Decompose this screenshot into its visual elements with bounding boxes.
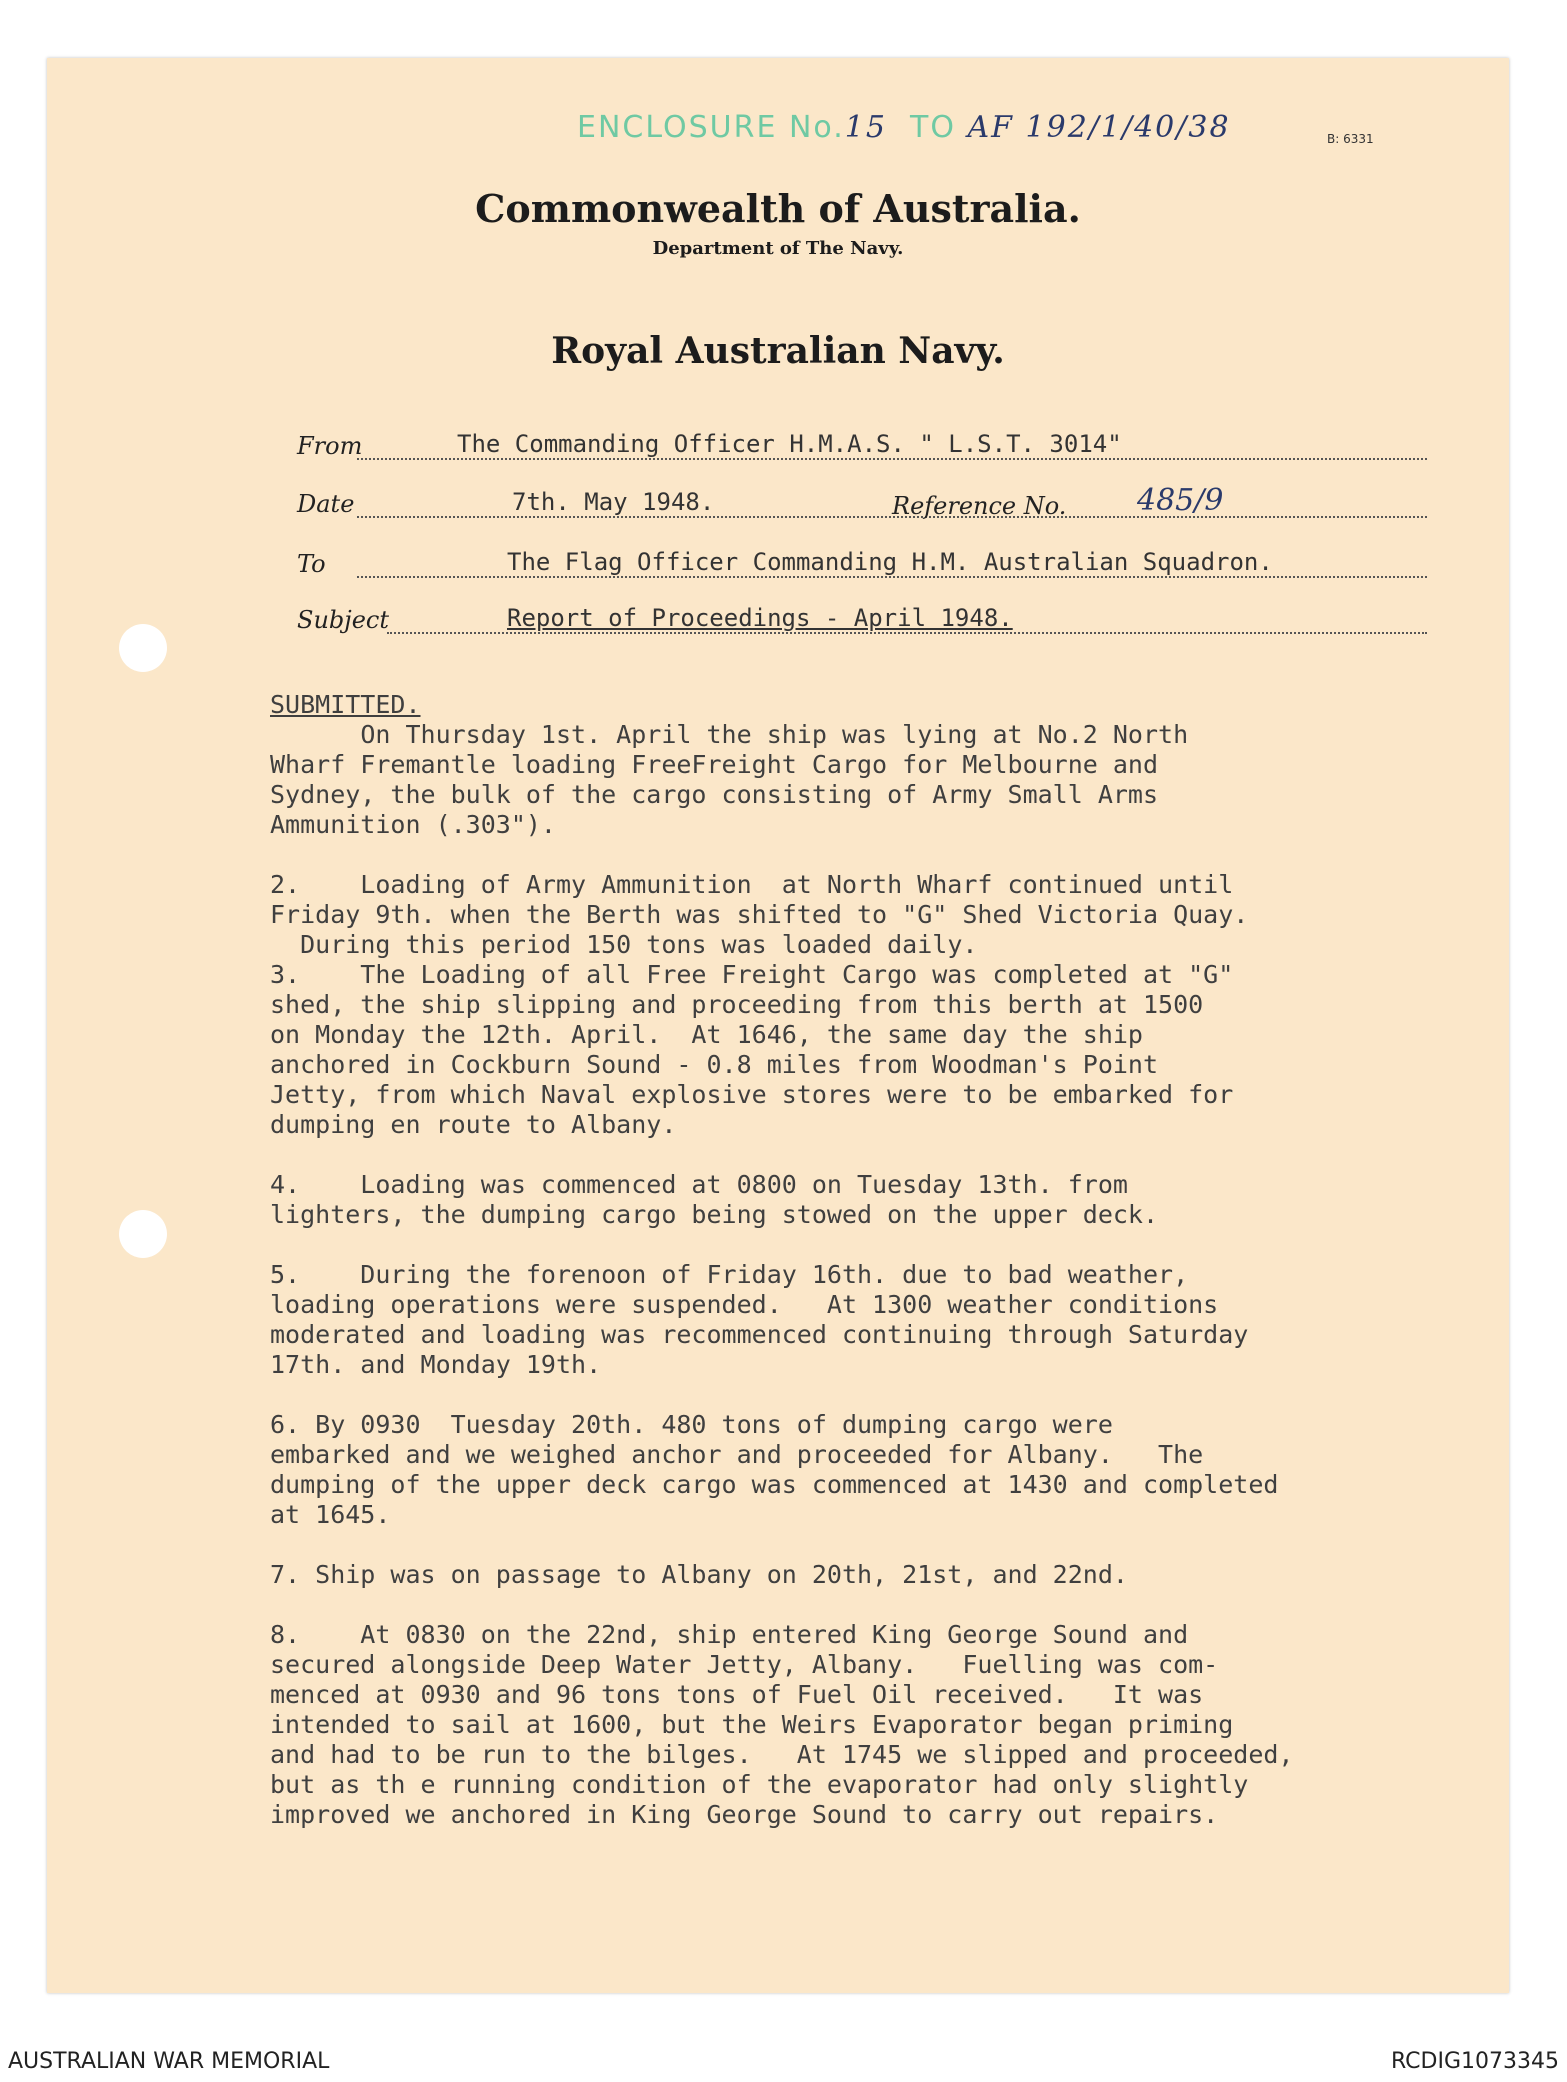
form-number: B: 6331 [1327,132,1374,146]
enclosure-number: 15 [844,110,887,145]
subject-label: Subject [297,606,389,634]
submitted-heading: SUBMITTED. [270,690,421,719]
enclosure-file-ref: AF 192/1/40/38 [967,110,1231,145]
punch-hole-bottom [119,1210,167,1258]
report-body [270,690,1500,1860]
to-label: To [297,550,326,578]
header-ran: Royal Australian Navy. [551,330,1005,372]
paragraph-4: 4. Loading was commenced at 0800 on Tuesday 13th. from lighters, the dumping cargo being stowed on the upper deck. [270,1170,1159,1229]
to-value: The Flag Officer Commanding H.M. Australian Squadron. [507,548,1273,576]
header-department: Department of The Navy. [652,238,904,259]
paragraph-1: On Thursday 1st. April the ship was lying at No.2 North Wharf Fremantle loading FreeFreight Cargo for Melbourne and Sydney, the bulk of the cargo consisting of Army Small Arms Ammunition (.303"). [270,720,1189,839]
reference-label: Reference No. [892,492,1067,520]
punch-hole-top [119,624,167,672]
field-date [297,483,1427,522]
field-from [297,430,1427,464]
paragraph-8: 8. At 0830 on the 22nd, ship entered King George Sound and secured alongside Deep Water Jetty, Albany. Fuelling was com- menced at 0930 and 96 tons tons of Fuel Oil received. It was intended to sail at 1600, but the Weirs Evaporator began priming and had to be run to the bilges. At 1745 we slipped and proceeded, but as th e running condition of the evaporator had only slightly improved we anchored in King George Sound to carry out repairs. [270,1620,1294,1829]
enclosure-label: ENCLOSURE No. [577,110,845,145]
subject-value: Report of Proceedings - April 1948. [507,604,1013,632]
paragraph-6: 6. By 0930 Tuesday 20th. 480 tons of dumping cargo were embarked and we weighed anchor and proceeded for Albany. The dumping of the upper deck cargo was commenced at 1430 and completed at 1645. [270,1410,1279,1529]
date-label: Date [297,490,355,518]
field-subject [297,604,1427,638]
paragraph-5: 5. During the forenoon of Friday 16th. due to bad weather, loading operations were suspended. At 1300 weather conditions moderated and loading was recommenced continuing through Saturday 17th. and Monday 19th. [270,1260,1249,1379]
from-label: From [297,432,363,460]
reference-value: 485/9 [1137,483,1224,518]
footer-identifier: RCDIG1073345 [1390,2049,1559,2074]
enclosure-to-label: TO [910,110,956,145]
paragraph-2-3: 2. Loading of Army Ammunition at North Wharf continued until Friday 9th. when the Berth was shifted to "G" Shed Victoria Quay. During this period 150 tons was loaded daily. 3. The Loading of all Free Freight Cargo was completed at "G" shed, the ship slipping and proceeding from this berth at 1500 on Monday the 12th. April. At 1646, the same day the ship anchored in Cockburn Sound - 0.8 miles from Woodman's Point Jetty, from which Naval explosive stores were to be embarked for dumping en route to Albany. [270,870,1249,1139]
field-to [297,548,1427,582]
header-commonwealth: Commonwealth of Australia. [475,186,1081,231]
paragraph-7: 7. Ship was on passage to Albany on 20th, 21st, and 22nd. [270,1560,1128,1589]
footer-institution: AUSTRALIAN WAR MEMORIAL [8,2049,330,2074]
from-value: The Commanding Officer H.M.A.S. " L.S.T. 3014" [457,430,1122,458]
enclosure-stamp [577,110,1231,145]
date-value: 7th. May 1948. [512,488,715,516]
